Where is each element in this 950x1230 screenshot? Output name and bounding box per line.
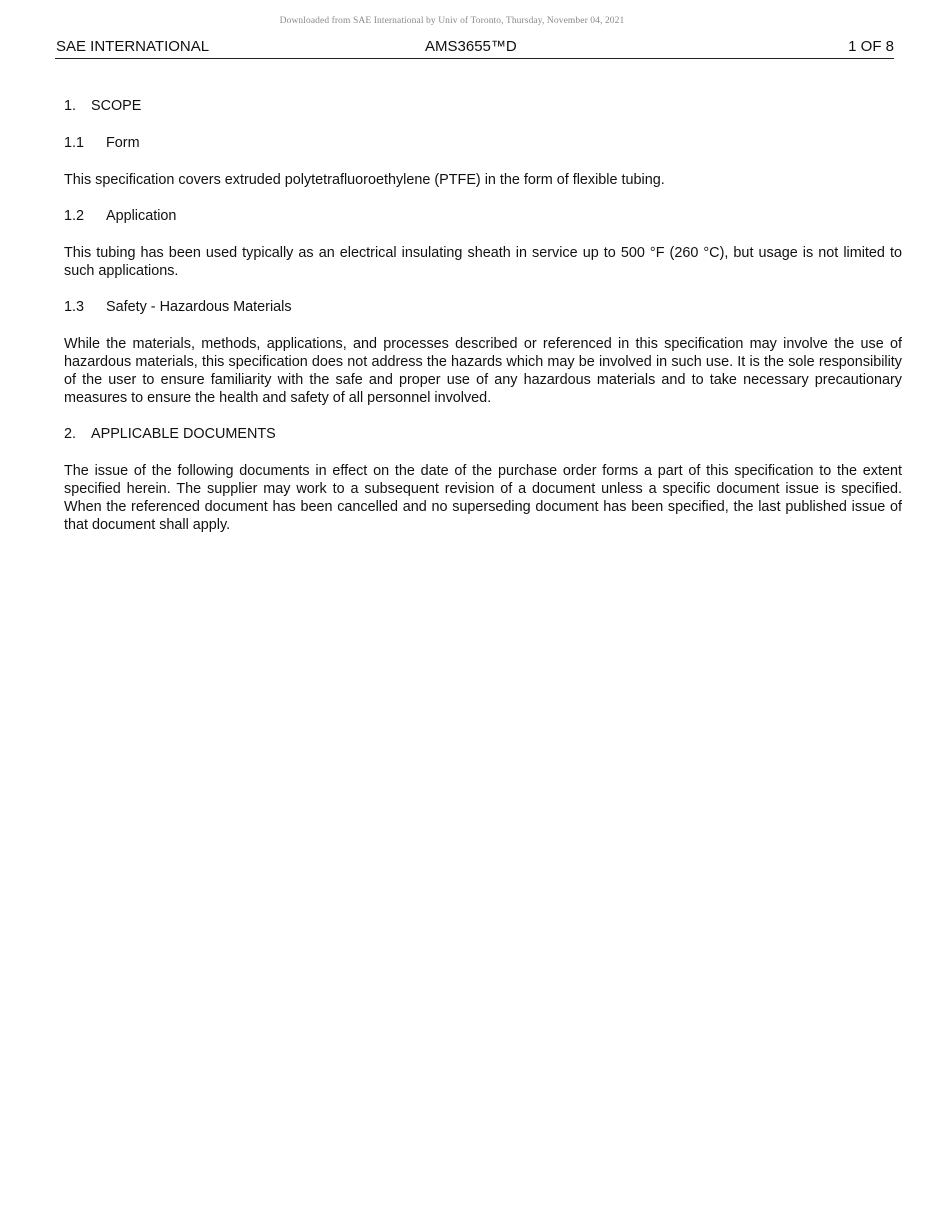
section-number: 1. [64,98,77,114]
section-title: SCOPE [91,98,142,114]
header-page-number: 1 OF 8 [848,38,894,55]
download-watermark: Downloaded from SAE International by Univ of Toronto, Thursday, November 04, 2021 [279,16,625,26]
document-body [64,97,902,534]
section-title: Application [106,208,177,224]
section-2-heading [64,425,902,443]
section-1-2-heading [64,207,902,225]
section-title: Safety - Hazardous Materials [106,299,292,315]
section-number: 1.1 [64,135,85,151]
section-1-heading [64,97,902,115]
section-title: Form [106,135,140,151]
section-1-2-paragraph: This tubing has been used typically as an electrical insulating sheath in service up to 500 °F (260 °C), but usage is not limited to such applications. [64,245,902,279]
section-number: 2. [64,426,77,442]
section-title: APPLICABLE DOCUMENTS [91,426,276,442]
page-header [55,38,894,59]
section-1-1-heading [64,134,902,152]
section-1-1-paragraph: This specification covers extruded polytetrafluoroethylene (PTFE) in the form of flexible tubing. [64,172,665,188]
header-organization: SAE INTERNATIONAL [56,38,210,55]
section-1-3-paragraph: While the materials, methods, applications, and processes described or referenced in this specification may involve the use of hazardous materials, this specification does not address the hazards which may be involved in such use. It is the sole responsibility of the user to ensure familiarity with the safe and proper use of any hazardous materials and to take necessary precautionary measures to ensure the health and safety of all personnel involved. [64,336,902,406]
section-1-3-heading [64,298,902,316]
section-number: 1.2 [64,208,85,224]
section-2-paragraph: The issue of the following documents in effect on the date of the purchase order forms a part of this specification to the extent specified herein. The supplier may work to a subsequent revision of a document unless a specific document issue is specified. When the referenced document has been cancelled and no superseding document has been specified, the last published issue of that document shall apply. [64,463,902,533]
header-document-id: AMS3655™D [425,38,517,55]
section-number: 1.3 [64,299,85,315]
